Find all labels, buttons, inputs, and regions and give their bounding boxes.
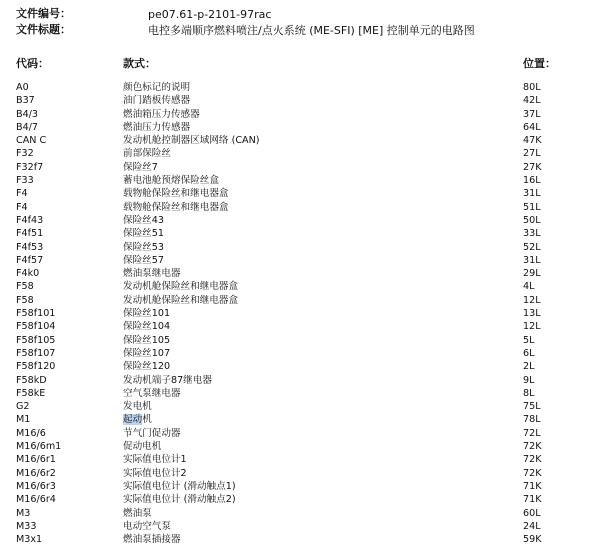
- table-row: [0, 320, 601, 333]
- selected-text: 起动: [123, 414, 143, 426]
- component-code: F4f57: [16, 254, 44, 266]
- component-code: M16/6r1: [16, 454, 56, 466]
- component-location: 52L: [523, 241, 541, 253]
- table-row: [0, 467, 601, 480]
- component-location: 47K: [523, 135, 542, 147]
- table-row: [0, 520, 601, 533]
- table-row: [0, 161, 601, 174]
- component-code: F32: [16, 148, 34, 160]
- component-code: M3x1: [16, 534, 43, 546]
- component-code: M16/6r3: [16, 480, 56, 492]
- component-location: 27K: [523, 161, 542, 173]
- component-description: 保险丝7: [123, 161, 158, 173]
- component-location: 16L: [523, 175, 541, 187]
- component-location: 80L: [523, 82, 541, 93]
- component-location: 72L: [523, 427, 541, 439]
- table-row: [0, 347, 601, 360]
- component-description: 空气泵继电器: [123, 387, 181, 399]
- table-row: [0, 187, 601, 200]
- component-code: F58f101: [16, 308, 56, 320]
- component-code: B4/7: [16, 121, 39, 133]
- component-location: 33L: [523, 228, 541, 240]
- table-row: [0, 94, 601, 107]
- component-code: F4f53: [16, 241, 44, 253]
- component-code: F58kE: [16, 387, 46, 399]
- component-code: F4f43: [16, 214, 44, 226]
- table-row: [0, 147, 601, 160]
- component-description: 保险丝107: [123, 347, 171, 359]
- component-code: F4k0: [16, 268, 40, 280]
- component-location: 13L: [523, 308, 541, 320]
- component-location: 72K: [523, 441, 542, 453]
- component-code: A0: [16, 82, 29, 93]
- component-code: M1: [16, 414, 31, 426]
- table-row: [0, 108, 601, 121]
- component-code: F4: [16, 188, 28, 200]
- table-row: [0, 294, 601, 307]
- component-location: 27L: [523, 148, 541, 160]
- table-row: [0, 507, 601, 520]
- component-code: B4/3: [16, 108, 39, 120]
- component-description: 燃油箱压力传感器: [123, 108, 200, 120]
- component-description: 保险丝51: [123, 228, 164, 240]
- component-location: 72K: [523, 467, 542, 479]
- table-row: [0, 400, 601, 413]
- component-description: 保险丝53: [123, 241, 164, 253]
- component-location: 72K: [523, 454, 542, 466]
- component-code: M3: [16, 507, 31, 519]
- component-location: 37L: [523, 108, 541, 120]
- component-location: 71K: [523, 480, 542, 492]
- component-code: F32f7: [16, 161, 44, 173]
- component-code: M33: [16, 520, 37, 532]
- component-code: CAN C: [16, 135, 47, 147]
- component-description: 实际值电位计 (滑动触点2): [123, 494, 236, 506]
- column-header-code: 代码：: [16, 57, 49, 70]
- component-location: 9L: [523, 374, 535, 386]
- table-row: [0, 493, 601, 506]
- table-row: [0, 227, 601, 240]
- component-location: 60L: [523, 507, 541, 519]
- table-row: [0, 533, 601, 546]
- component-description: 保险丝57: [123, 254, 164, 266]
- component-location: 78L: [523, 414, 541, 426]
- component-code: G2: [16, 401, 30, 413]
- component-description: 燃油泵: [123, 507, 152, 519]
- table-row: [0, 121, 601, 134]
- component-description: 载物舱保险丝和继电器盒: [123, 201, 229, 213]
- description-text: 机: [142, 414, 152, 426]
- component-description: 实际值电位计1: [123, 454, 187, 466]
- table-row: [0, 174, 601, 187]
- component-code: M16/6m1: [16, 441, 62, 453]
- component-location: 12L: [523, 321, 541, 333]
- component-description: 发动机舱保险丝和继电器盒: [123, 294, 239, 306]
- component-description: 前部保险丝: [123, 148, 171, 160]
- component-description: 保险丝104: [123, 321, 171, 333]
- component-location: 24L: [523, 520, 541, 532]
- doc-title-label: 文件标题：: [16, 23, 71, 36]
- component-location: 4L: [523, 281, 535, 293]
- table-row: [0, 201, 601, 214]
- component-code: F58: [16, 281, 34, 293]
- component-code: M16/6r2: [16, 467, 56, 479]
- component-location: 6L: [523, 347, 535, 359]
- component-code: F33: [16, 175, 34, 187]
- component-location: 2L: [523, 361, 535, 373]
- component-table: [0, 81, 601, 546]
- component-description: 颜色标记的说明: [123, 82, 191, 93]
- component-description: 燃油压力传感器: [123, 121, 191, 133]
- component-code: F58f107: [16, 347, 56, 359]
- component-description: 发动机舱控制器区域网络 (CAN): [123, 135, 260, 147]
- table-row: [0, 214, 601, 227]
- table-row: [0, 134, 601, 147]
- component-description: 载物舱保险丝和继电器盒: [123, 188, 229, 200]
- component-code: F4: [16, 201, 28, 213]
- table-row: [0, 480, 601, 493]
- doc-title-value: 电控多端顺序燃料喷注/点火系统 (ME-SFI) [ME] 控制单元的电路图: [148, 24, 475, 37]
- component-location: 29L: [523, 268, 541, 280]
- component-code: B37: [16, 95, 35, 107]
- component-description: 保险丝105: [123, 334, 171, 346]
- component-description: 发动机舱保险丝和继电器盒: [123, 281, 239, 293]
- component-code: F58f104: [16, 321, 56, 333]
- table-row: [0, 254, 601, 267]
- component-location: 75L: [523, 401, 541, 413]
- table-row: [0, 241, 601, 254]
- table-row: [0, 440, 601, 453]
- table-row: [0, 280, 601, 293]
- component-description: 实际值电位计 (滑动触点1): [123, 480, 236, 492]
- component-description: 燃油泵继电器: [123, 268, 181, 280]
- component-description: 实际值电位计2: [123, 467, 187, 479]
- component-description: 节气门促动器: [123, 427, 181, 439]
- table-row: [0, 374, 601, 387]
- component-location: 8L: [523, 387, 535, 399]
- component-location: 51L: [523, 201, 541, 213]
- component-location: 42L: [523, 95, 541, 107]
- table-row: [0, 387, 601, 400]
- component-description: 发电机: [123, 401, 152, 413]
- component-code: F58f120: [16, 361, 56, 373]
- column-header-location: 位置：: [523, 57, 556, 70]
- component-code: F58kD: [16, 374, 47, 386]
- table-row: [0, 413, 601, 426]
- component-code: F58: [16, 294, 34, 306]
- component-code: M16/6r4: [16, 494, 56, 506]
- component-code: F4f51: [16, 228, 44, 240]
- component-location: 64L: [523, 121, 541, 133]
- table-row: [0, 360, 601, 373]
- component-location: 12L: [523, 294, 541, 306]
- component-description: 保险丝120: [123, 361, 171, 373]
- component-description: 发动机端子87继电器: [123, 374, 212, 386]
- component-location: 71K: [523, 494, 542, 506]
- component-description: 保险丝101: [123, 308, 171, 320]
- component-description: 促动电机: [123, 441, 162, 453]
- component-location: 31L: [523, 254, 541, 266]
- component-description: 油门踏板传感器: [123, 95, 191, 107]
- component-description: [123, 413, 152, 426]
- table-row: [0, 427, 601, 440]
- component-description: 燃油泵插接器: [123, 534, 181, 546]
- column-header-description: 款式：: [123, 57, 156, 70]
- component-description: 保险丝43: [123, 214, 164, 226]
- table-row: [0, 334, 601, 347]
- component-location: 5L: [523, 334, 535, 346]
- component-location: 31L: [523, 188, 541, 200]
- component-code: F58f105: [16, 334, 56, 346]
- component-description: 电动空气泵: [123, 520, 171, 532]
- component-description: 蓄电池舱预熔保险丝盒: [123, 175, 219, 187]
- doc-number-value: pe07.61-p-2101-97rac: [148, 8, 272, 21]
- component-code: M16/6: [16, 427, 46, 439]
- component-location: 59K: [523, 534, 542, 546]
- table-row: [0, 307, 601, 320]
- table-row: [0, 81, 601, 94]
- table-row: [0, 267, 601, 280]
- component-location: 50L: [523, 214, 541, 226]
- table-row: [0, 453, 601, 466]
- doc-number-label: 文件编号：: [16, 7, 71, 20]
